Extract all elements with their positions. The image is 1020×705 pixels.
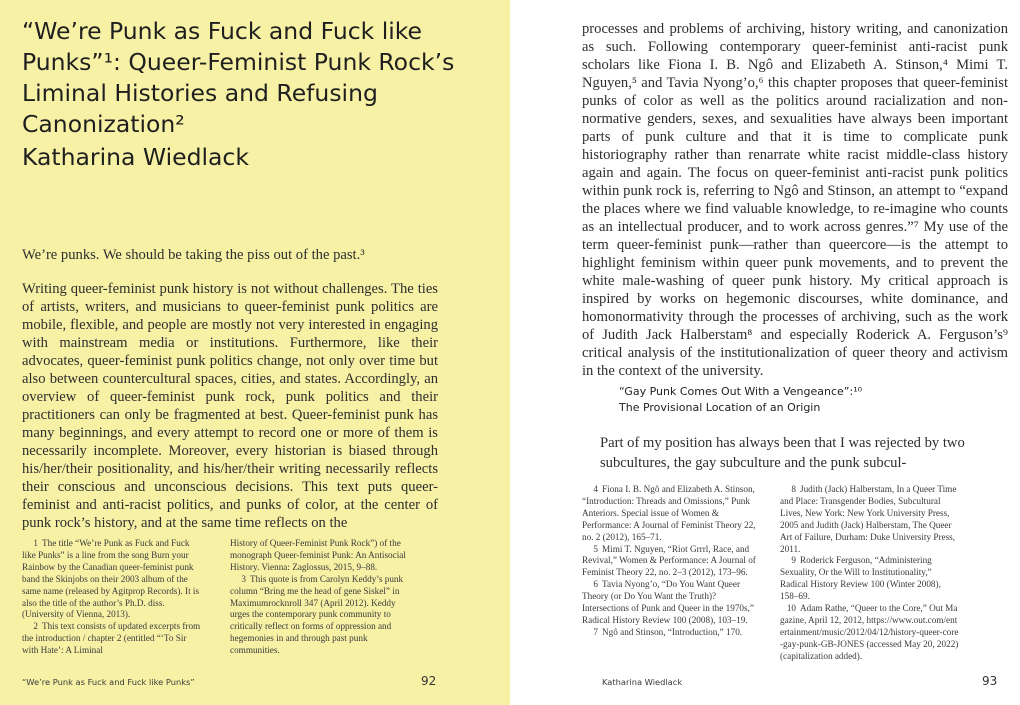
page-number: 92 bbox=[421, 674, 437, 688]
footnote-3: 3 This quote is from Carolyn Keddy’s punk column “Bring me the head of gene Siskel” in Maximumrocknroll 347 (April 2012). Keddy urges the contemporary punk community to critically reflect on forms of oppression and hegemonies in and through past punk communities. bbox=[230, 573, 404, 656]
footnote-2: 2 This text consists of updated excerpts from the introduction / chapter 2 (entitled “‘To Sir with Hate’: A Liminal bbox=[22, 621, 201, 656]
author-name: Katharina Wiedlack bbox=[22, 143, 249, 171]
footnote-1: 1 The title “We’re Punk as Fuck and Fuck like Punks” is a line from the song Burn your Rainbow by the Canadian queer-feminist punk band the Skinjobs on their 2003 album of the same name (released by Agitprop Records). It is also the title of the author’s Ph.D. diss. (University of Vienna, 2013). bbox=[22, 538, 200, 620]
section-heading-line-2: The Provisional Location of an Origin bbox=[619, 401, 821, 414]
footnote-9: 9 Roderick Ferguson, “Administering Sexuality, Or the Will to Institutionality,” Radical History Review 100 (Winter 2008), 158–69. bbox=[780, 555, 941, 602]
footnote-6: 6 Tavia Nyong’o, “Do You Want Queer Theory (or Do You Want the Truth)? Intersections of Punk and Queer in the 1970s,” Radical History Review 100 (2008), 103–19. bbox=[582, 579, 754, 625]
epigraph: We’re punks. We should be taking the piss out of the past.³ bbox=[22, 247, 365, 263]
section-heading-line-1: “Gay Punk Comes Out With a Vengeance”:¹⁰ bbox=[619, 385, 863, 398]
footnote-2-continued: History of Queer-Feminist Punk Rock”) of the monograph Queer-feminist Punk: An Antisocial History. Vienna: Zaglossus, 2015, 9–88. bbox=[230, 538, 406, 572]
footnotes-column-1 bbox=[22, 538, 202, 657]
footnote-4: 4 Fiona I. B. Ngô and Elizabeth A. Stinson, “Introduction: Threads and Omissions,” Punk Anteriors. Special issue of Women & Performance: A Journal of Feminist Theory 22, no. 2 (2012), 165–71. bbox=[582, 484, 756, 542]
right-page bbox=[510, 0, 1020, 705]
footnote-10: 10 Adam Rathe, “Queer to the Core,” Out Magazine, April 12, 2012, https://www.out.com/entertainment/music/2012/04/12/history-queer-core-gay-punk-GB-JONES (accessed May 20, 2022) (capitalization added). bbox=[780, 603, 959, 661]
running-head: “We’re Punk as Fuck and Fuck like Punks” bbox=[22, 677, 195, 687]
body-paragraph: processes and problems of archiving, history writing, and canonization as such. Following contemporary queer-feminist anti-racist punk scholars like Fiona I. B. Ngô and Elizabeth A. Stinson,⁴ Mimi T. Nguyen,⁵ and Tavia Nyong’o,⁶ this chapter proposes that queer-feminist punks of color as well as the politics around racialization and non-normative genders, sexes, and sexualities have always been important parts of punk culture and that it is time to complicate punk historiography rather than renarrate white racist middle-class history again and again. The focus on queer-feminist anti-racist punk politics within punk rock is, referring to Ngô and Stinson, an attempt to “expand the places where we find valuable knowledge, to re-imagine who counts as an intellectual producer, and to work across genres.”⁷ My use of the term queer-feminist punk—rather than queercore—is the attempt to highlight feminism within queer punk movements, and to prevent the white male-washing of queer punk history. My critical approach is inspired by works on hegemonic discourses, white dominance, and homonormativity through the processes of archiving, such as the work of Judith Jack Halberstam⁸ and especially Roderick A. Ferguson’s⁹ critical analysis of the institutionalization of queer theory and activism in the context of the university. bbox=[582, 21, 1008, 379]
footnotes-column-2 bbox=[780, 484, 960, 663]
footnote-7: 7 Ngô and Stinson, “Introduction,” 170. bbox=[593, 626, 743, 637]
footnotes-column-1 bbox=[582, 484, 760, 639]
body-paragraph-2: Part of my position has always been that I was rejected by two subcultures, the gay subculture and the punk subcul- bbox=[600, 435, 965, 471]
footnote-8: 8 Judith (Jack) Halberstam, In a Queer Time and Place: Transgender Bodies, Subcultural Lives, New York: New York University Press, 2005 and Judith (Jack) Halberstam, The Queer Art of Failure, Durham: Duke University Press, 2011. bbox=[780, 484, 957, 554]
page-number: 93 bbox=[982, 674, 998, 688]
chapter-title: “We’re Punk as Fuck and Fuck like Punks”¹: Queer-Feminist Punk Rock’s Liminal Histories and Refusing Canonization² bbox=[22, 17, 455, 138]
body-paragraph: Writing queer-feminist punk history is not without challenges. The ties of artists, writers, and musicians to queer-feminist punk politics are mobile, flexible, and people are mostly not very interested in engaging with mainstream media or institutions. Furthermore, like their advocates, queer-feminist punk politics change, not only over time but also between countercultural spaces, cities, and states. Accordingly, an overview of queer-feminist punk rock, punk politics and their practitioners can only be fragmented at best. Queer-feminist punk has many beginnings, and every attempt to record one or more of them is necessarily incomplete. Moreover, every historian is biased through his/her/their positionality, and his/her/their writing necessarily reflects their conscious and unconscious decisions. This text puts queer-feminist and anti-racist politics, and punks of color, at the center of punk rock’s history, and at the same time reflects on the bbox=[22, 281, 438, 531]
footnotes-column-2 bbox=[230, 538, 410, 657]
footnote-5: 5 Mimi T. Nguyen, “Riot Grrrl, Race, and Revival,” Women & Performance: A Journal of Feminist Theory 22, no. 2–3 (2012), 173–96. bbox=[582, 543, 756, 578]
running-head: Katharina Wiedlack bbox=[602, 677, 683, 687]
section-heading bbox=[619, 384, 862, 416]
